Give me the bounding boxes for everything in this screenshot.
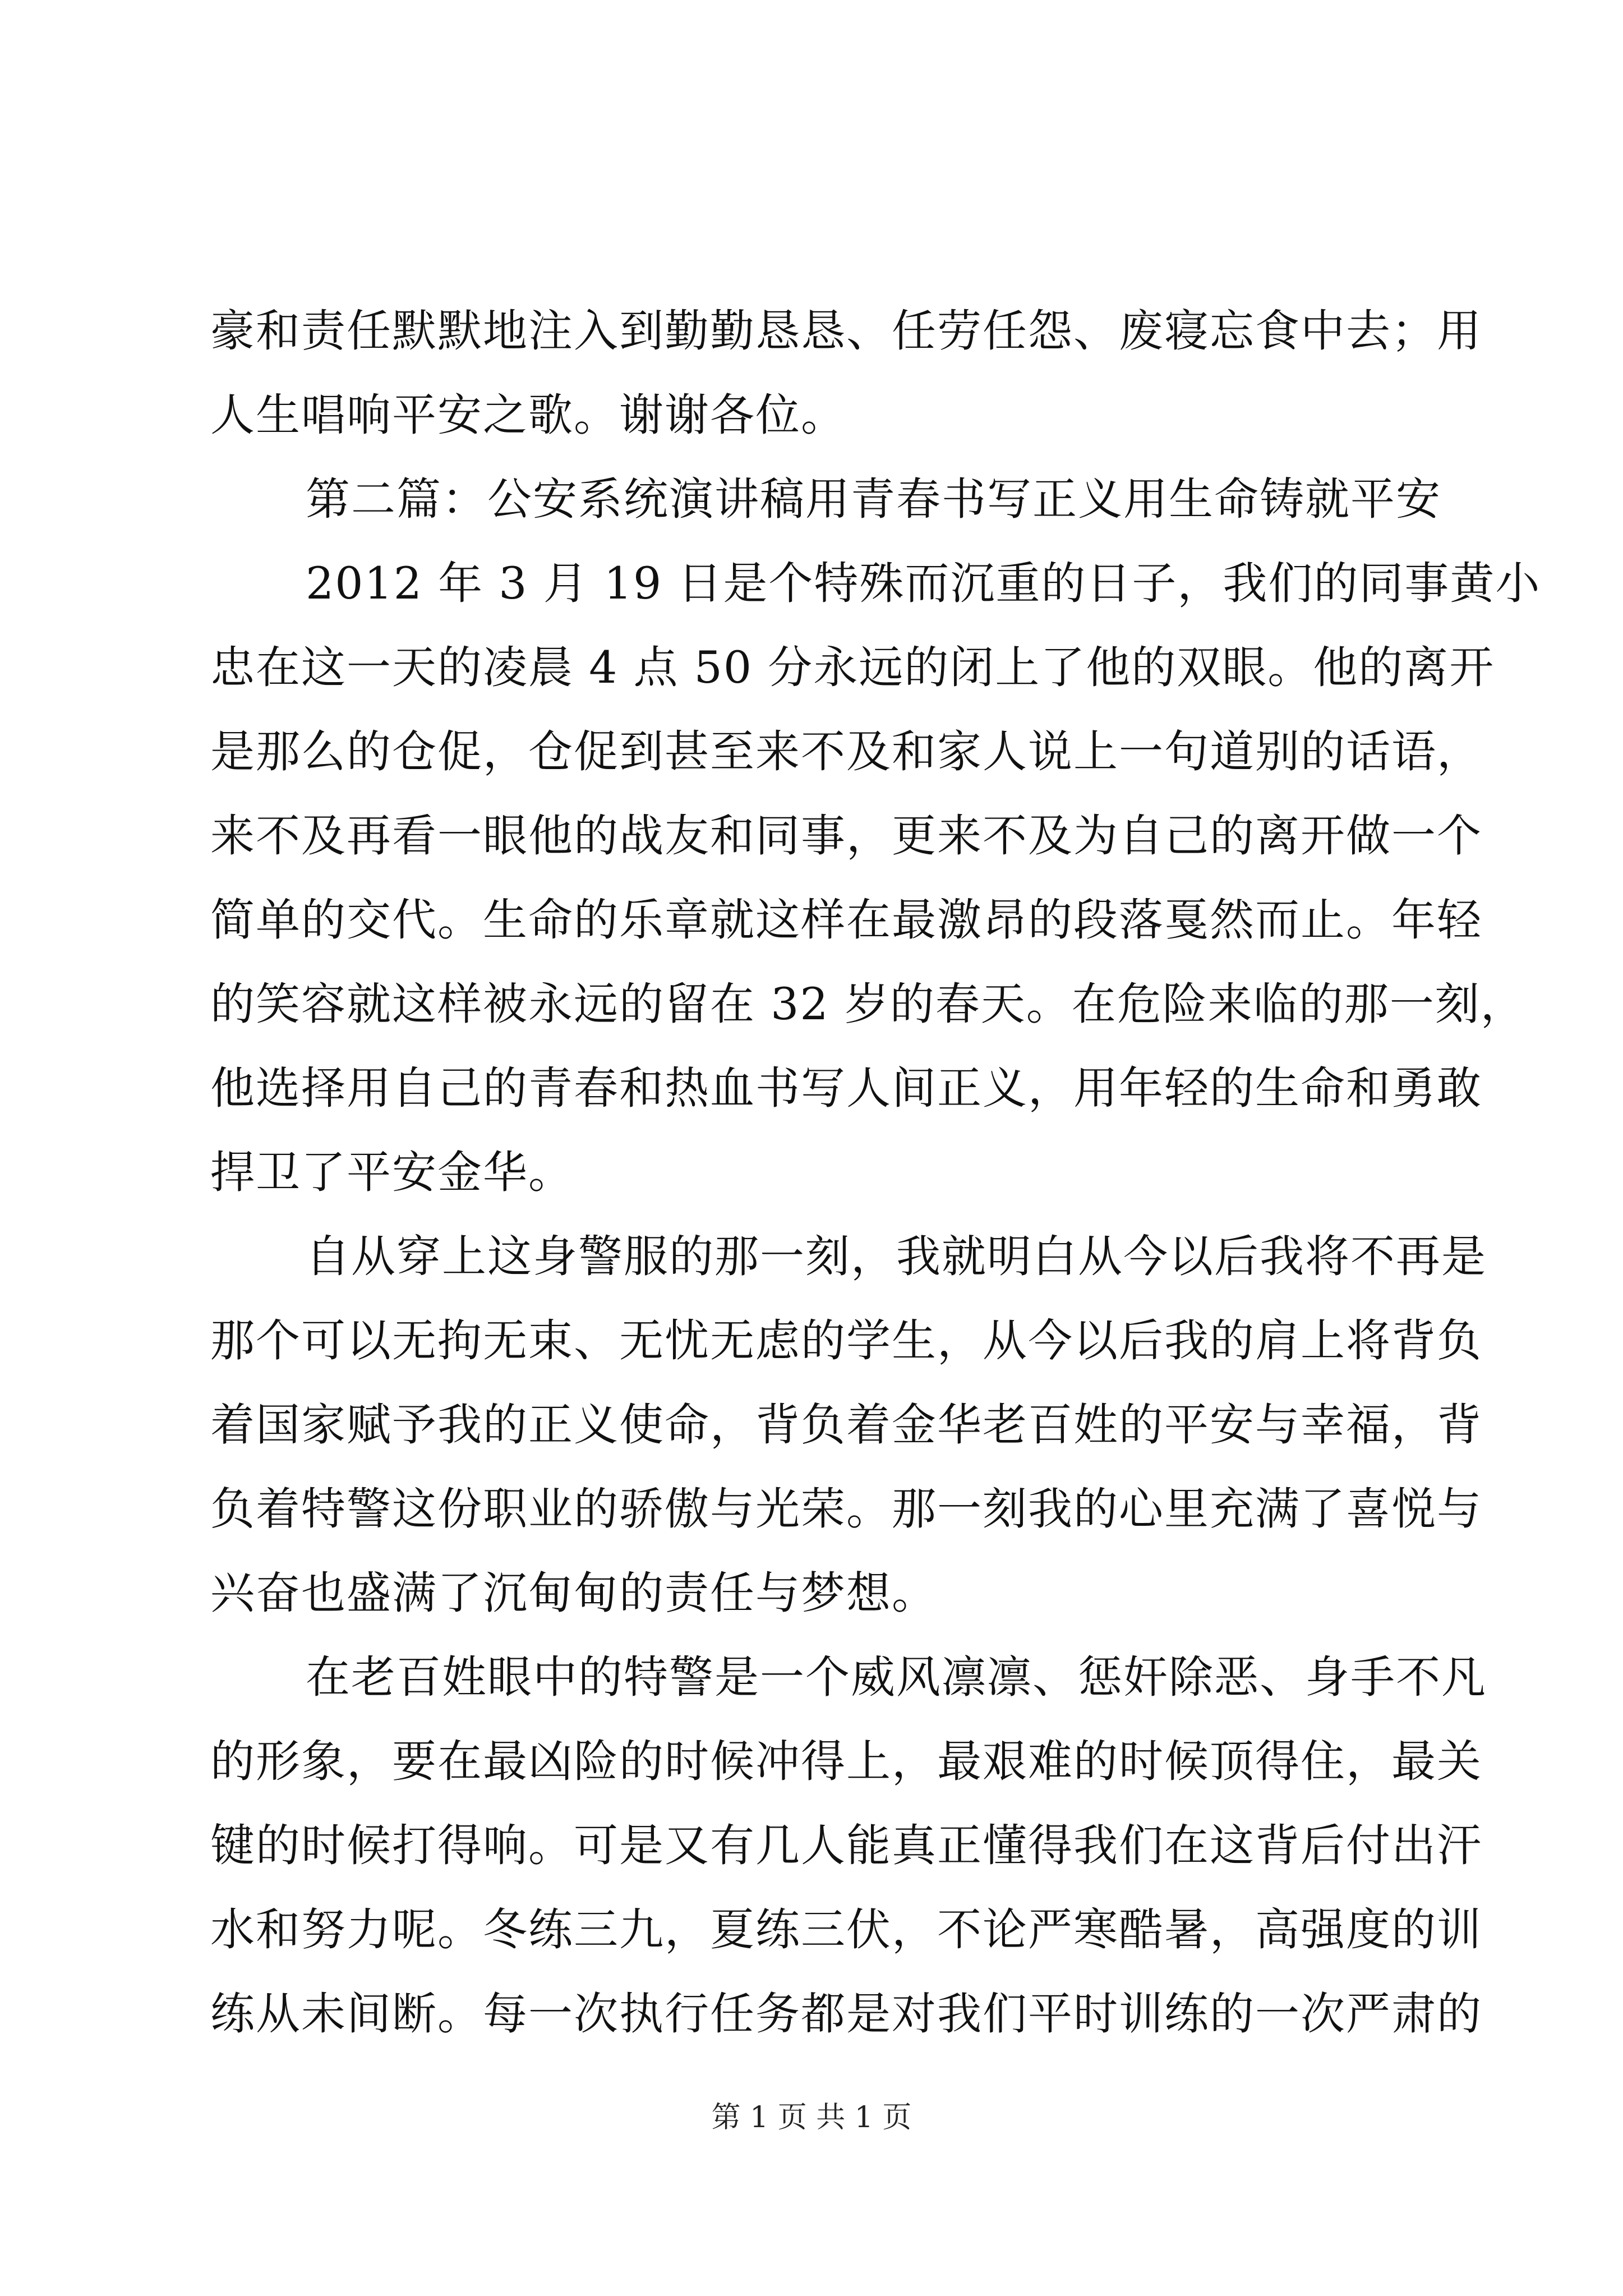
text-line: 忠在这一天的凌晨 4 点 50 分永远的闭上了他的双眼。他的离开 — [210, 642, 1495, 693]
text-line: 负着特警这份职业的骄傲与光荣。那一刻我的心里充满了喜悦与 — [210, 1483, 1482, 1535]
text-line: 豪和责任默默地注入到勤勤恳恳、任劳任怨、废寝忘食中去；用 — [210, 305, 1482, 357]
text-line: 键的时候打得响。可是又有几人能真正懂得我们在这背后付出汗 — [210, 1820, 1482, 1871]
text-line: 着国家赋予我的正义使命，背负着金华老百姓的平安与幸福，背 — [210, 1399, 1482, 1451]
text-line: 的形象，要在最凶险的时候冲得上，最艰难的时候顶得住，最关 — [210, 1736, 1482, 1787]
text-line: 的笑容就这样被永远的留在 32 岁的春天。在危险来临的那一刻， — [210, 978, 1526, 1030]
text-line: 在老百姓眼中的特警是一个威风凛凛、惩奸除恶、身手不凡 — [306, 1651, 1487, 1703]
section-heading: 第二篇：公安系统演讲稿用青春书写正义用生命铸就平安 — [306, 473, 1441, 525]
text-line: 人生唱响平安之歌。谢谢各位。 — [210, 389, 846, 441]
text-line: 那个可以无拘无束、无忧无虑的学生，从今以后我的肩上将背负 — [210, 1315, 1482, 1366]
text-line: 兴奋也盛满了沉甸甸的责任与梦想。 — [210, 1567, 937, 1619]
text-line: 水和努力呢。冬练三九，夏练三伏，不论严寒酷暑，高强度的训 — [210, 1904, 1482, 1955]
text-line: 他选择用自己的青春和热血书写人间正义，用年轻的生命和勇敢 — [210, 1062, 1482, 1114]
text-line: 自从穿上这身警服的那一刻，我就明白从今以后我将不再是 — [306, 1231, 1487, 1282]
text-line: 简单的交代。生命的乐章就这样在最激昂的段落戛然而止。年轻 — [210, 894, 1482, 946]
text-line: 2012 年 3 月 19 日是个特殊而沉重的日子，我们的同事黄小 — [306, 558, 1541, 609]
text-line: 练从未间断。每一次执行任务都是对我们平时训练的一次严肃的 — [210, 1988, 1482, 2040]
text-line: 来不及再看一眼他的战友和同事，更来不及为自己的离开做一个 — [210, 810, 1482, 862]
page-footer: 第 1 页 共 1 页 — [711, 2101, 912, 2134]
text-line: 是那么的仓促，仓促到甚至来不及和家人说上一句道别的话语， — [210, 726, 1482, 777]
text-line: 捍卫了平安金华。 — [210, 1147, 574, 1198]
